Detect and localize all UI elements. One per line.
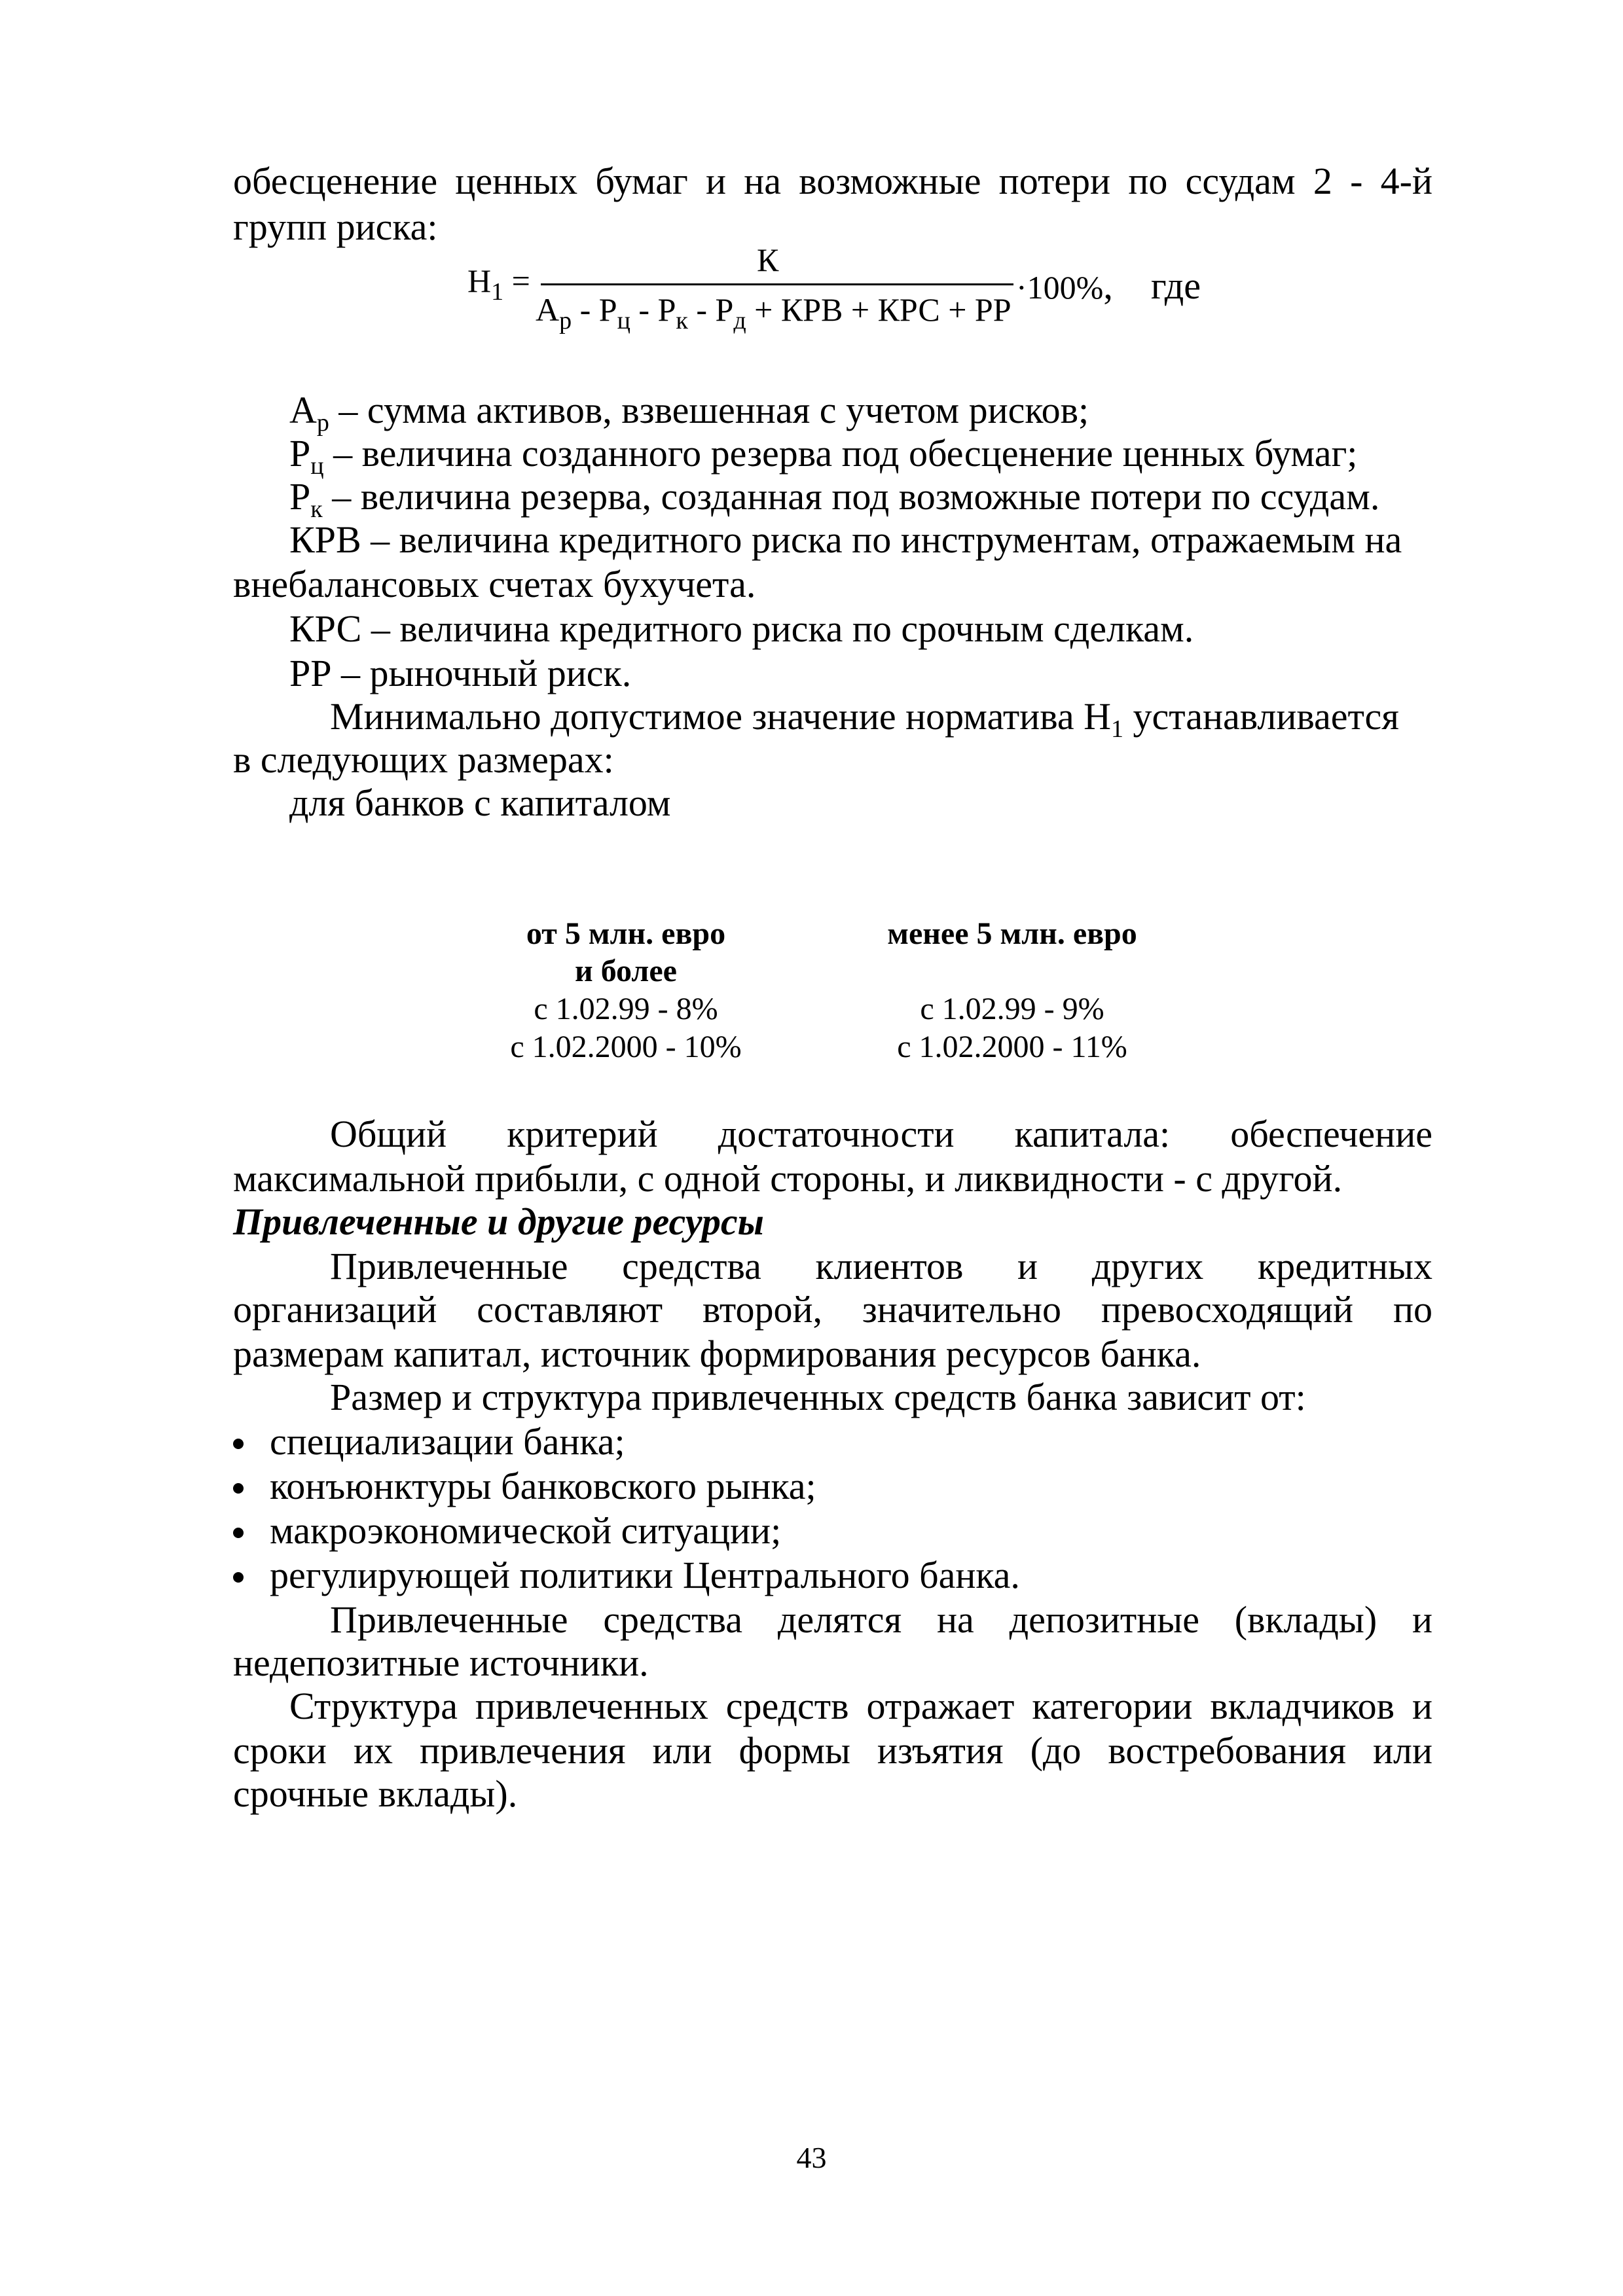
table-col1-header-1: от 5 млн. евро: [526, 916, 726, 951]
table-row-1-col2: с 1.02.99 - 9%: [920, 992, 1104, 1026]
def-rr: РР – рыночный риск.: [289, 652, 632, 694]
def-krs: КРС – величина кредитного риска по срочным сделкам.: [289, 607, 1194, 650]
deposits-line-2: недепозитные источники.: [233, 1641, 649, 1684]
list-item: специализации банка;: [233, 1423, 625, 1461]
fraction-line: [541, 283, 1013, 285]
formula-numerator: К: [757, 242, 779, 278]
intro-line-2: групп риска:: [233, 206, 438, 248]
min-value-line-3: для банков с капиталом: [289, 781, 671, 824]
structure-line-2: сроки их привлечения или формы изъятия (до востребования или: [233, 1729, 1432, 1772]
def-krv: КРВ – величина кредитного риска по инструментам, отражаемым на: [289, 518, 1402, 561]
attracted-line-3: размерам капитал, источник формирования ресурсов банка.: [233, 1333, 1201, 1375]
deposits-line-1: Привлеченные средства делятся на депозитные (вклады) и: [330, 1598, 1432, 1641]
attracted-line-2: организаций составляют второй, значительно превосходящий по: [233, 1288, 1432, 1331]
table-row-2-col1: с 1.02.2000 - 10%: [510, 1030, 742, 1064]
formula-lhs: $Н_1$ =: [467, 262, 530, 306]
criterion-line-1: Общий критерий достаточности капитала: обеспечение: [330, 1113, 1432, 1155]
min-value-line-2: в следующих размерах:: [233, 738, 614, 781]
document-page: [233, 0, 1432, 2296]
page-number: 43: [796, 2141, 827, 2174]
list-item: конъюнктуры банковского рынка;: [233, 1467, 816, 1505]
structure-line-3: срочные вклады).: [233, 1772, 518, 1815]
bullet-icon: [233, 1483, 244, 1494]
table-row-1-col1: с 1.02.99 - 8%: [534, 992, 718, 1026]
attracted-line-4: Размер и структура привлеченных средств банка зависит от:: [330, 1376, 1306, 1418]
min-value-line-1: Минимально допустимое значение норматива $Н_1$ устанавливается: [330, 695, 1399, 743]
intro-line-1: обесценение ценных бумаг и на возможные потери по ссудам 2 - 4-й: [233, 160, 1432, 202]
formula-denominator: $А_р - Р_ц - Р_к - Р_д$ + КРВ + КРС + РР: [536, 291, 1012, 334]
criterion-line-2: максимальной прибыли, с одной стороны, и ликвидности - с другой.: [233, 1157, 1343, 1200]
def-pc: $Р_ц$ – величина созданного резерва под обесценение ценных бумаг;: [289, 432, 1358, 480]
def-pk: $Р_к$ – величина резерва, созданная под возможные потери по ссудам.: [289, 475, 1380, 523]
bullet-icon: [233, 1572, 244, 1583]
section-title: Привлеченные и другие ресурсы: [233, 1200, 764, 1243]
attracted-line-1: Привлеченные средства клиентов и других кредитных: [330, 1245, 1432, 1287]
bullet-icon: [233, 1439, 244, 1449]
formula-multiplier: ·100%, где: [1016, 264, 1201, 307]
bullet-icon: [233, 1528, 244, 1538]
list-item: макроэкономической ситуации;: [233, 1512, 781, 1550]
def-ap: $А_р$ – сумма активов, взвешенная с учетом рисков;: [289, 389, 1089, 437]
structure-line-1: Структура привлеченных средств отражает категории вкладчиков и: [289, 1685, 1432, 1727]
def-krv-cont: внебалансовых счетах бухучета.: [233, 563, 756, 605]
table-row-2-col2: с 1.02.2000 - 11%: [897, 1030, 1127, 1064]
table-col2-header: менее 5 млн. евро: [887, 916, 1137, 951]
list-item: регулирующей политики Центрального банка.: [233, 1556, 1020, 1594]
table-col1-header-2: и более: [575, 954, 677, 988]
